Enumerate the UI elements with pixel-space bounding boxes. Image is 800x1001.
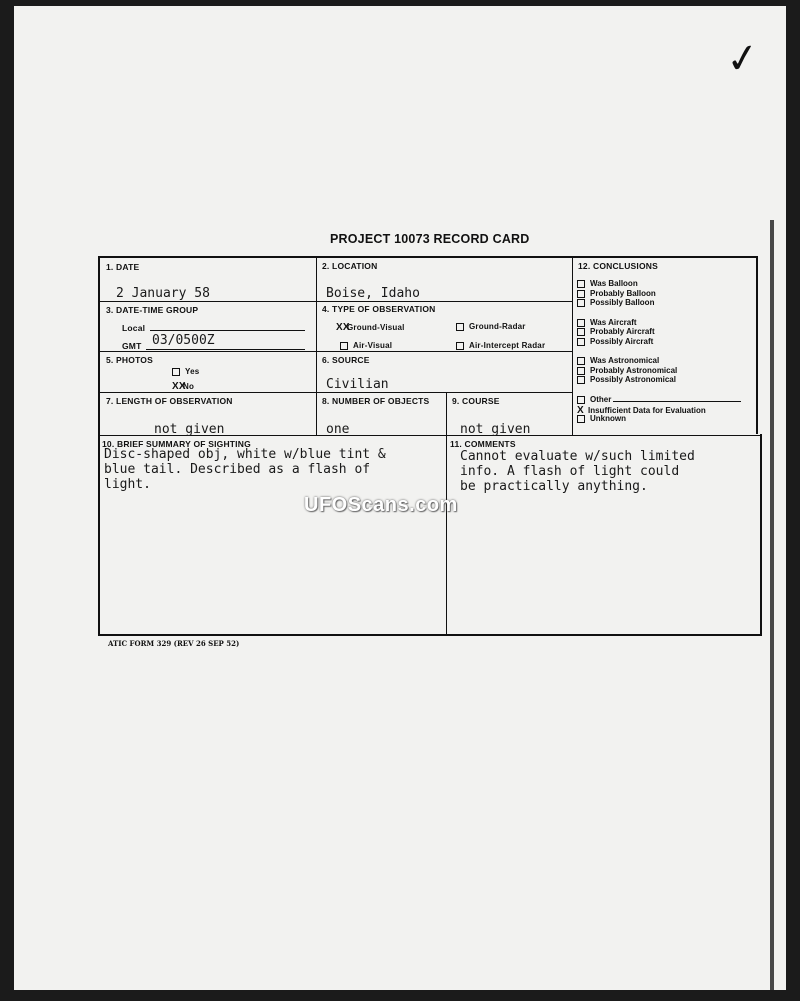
comments-value: Cannot evaluate w/such limited info. A flash of light could be practically anything. (460, 449, 695, 494)
conclusion-label: Was Astronomical (590, 356, 660, 365)
dtg-local-line (150, 330, 305, 331)
dtg-label: 3. DATE-TIME GROUP (106, 305, 199, 315)
conclusion-label: Probably Astronomical (590, 366, 678, 375)
conclusion-item (577, 318, 637, 327)
form-footer: ATIC FORM 329 (REV 26 SEP 52) (108, 639, 240, 648)
checkbox-icon (577, 319, 585, 327)
checkbox-icon (456, 342, 464, 350)
checkbox-icon (172, 368, 180, 376)
checkbox-icon (577, 396, 585, 404)
objects-label: 8. NUMBER OF OBJECTS (322, 396, 430, 406)
location-value: Boise, Idaho (326, 286, 420, 301)
type-ground-visual: XXGround-Visual (336, 322, 405, 333)
dtg-local-label: Local (122, 323, 146, 333)
other-blank-line (613, 401, 741, 402)
check-mark: ✓ (722, 33, 763, 85)
conclusion-label: Unknown (590, 414, 626, 423)
summary-label: 10. BRIEF SUMMARY OF SIGHTING (102, 439, 251, 449)
conclusion-label: Other (590, 395, 612, 404)
conclusion-item (577, 395, 741, 404)
watermark: UFOScans.com (304, 494, 458, 516)
conclusion-label: Probably Aircraft (590, 327, 655, 336)
checkbox-icon (577, 338, 585, 346)
photos-yes: Yes (172, 367, 199, 376)
type-air-intercept: Air-Intercept Radar (456, 341, 545, 350)
summary-value: Disc-shaped obj, white w/blue tint & blue tail. Described as a flash of light. (104, 447, 386, 492)
type-label: 4. TYPE OF OBSERVATION (322, 304, 436, 314)
type-ground-radar: Ground-Radar (456, 322, 526, 331)
conclusion-label: Possibly Astronomical (590, 375, 676, 384)
length-value: not given (154, 422, 225, 437)
checkbox-icon (577, 367, 585, 375)
conclusions-label: 12. CONCLUSIONS (578, 261, 658, 271)
checkbox-icon (577, 328, 585, 336)
dtg-gmt-value: 03/0500Z (152, 333, 215, 348)
location-label: 2. LOCATION (322, 261, 378, 271)
course-value: not given (460, 422, 531, 437)
source-label: 6. SOURCE (322, 355, 370, 365)
checked-box-icon: X (577, 405, 584, 416)
conclusion-item (577, 279, 638, 288)
photos-no: XXNo (172, 381, 195, 392)
conclusion-item (577, 375, 676, 384)
type-air-visual: Air-Visual (340, 341, 392, 350)
photos-no-mark: XX (172, 381, 186, 392)
checkbox-icon (577, 376, 585, 384)
conclusion-item (577, 327, 655, 336)
checkbox-icon (577, 290, 585, 298)
dtg-gmt-label: GMT (122, 341, 142, 351)
conclusion-label: Possibly Aircraft (590, 337, 654, 346)
conclusion-label: Possibly Balloon (590, 298, 655, 307)
card-title: PROJECT 10073 RECORD CARD (330, 232, 530, 246)
conclusion-item (577, 356, 659, 365)
source-value: Civilian (326, 377, 389, 392)
length-label: 7. LENGTH OF OBSERVATION (106, 396, 233, 406)
date-value: 2 January 58 (116, 286, 210, 301)
ground-visual-mark: XX (336, 322, 350, 333)
course-label: 9. COURSE (452, 396, 500, 406)
checkbox-icon (456, 323, 464, 331)
checkbox-icon (577, 357, 585, 365)
conclusion-label: Probably Balloon (590, 289, 656, 298)
checkbox-icon (577, 280, 585, 288)
conclusion-label: Was Balloon (590, 279, 638, 288)
page-edge (770, 220, 774, 990)
checkbox-icon (577, 415, 585, 423)
conclusion-label: Insufficient Data for Evaluation (588, 406, 706, 415)
photos-label: 5. PHOTOS (106, 355, 153, 365)
conclusion-item (577, 289, 656, 298)
conclusion-item (577, 337, 653, 346)
checkbox-icon (577, 299, 585, 307)
conclusion-item (577, 414, 626, 423)
objects-value: one (326, 422, 350, 437)
conclusion-item (577, 366, 677, 375)
checkbox-icon (340, 342, 348, 350)
conclusion-label: Was Aircraft (590, 318, 637, 327)
date-label: 1. DATE (106, 262, 140, 272)
dtg-gmt-line (146, 349, 305, 350)
conclusion-item (577, 298, 654, 307)
comments-label: 11. COMMENTS (450, 439, 516, 449)
